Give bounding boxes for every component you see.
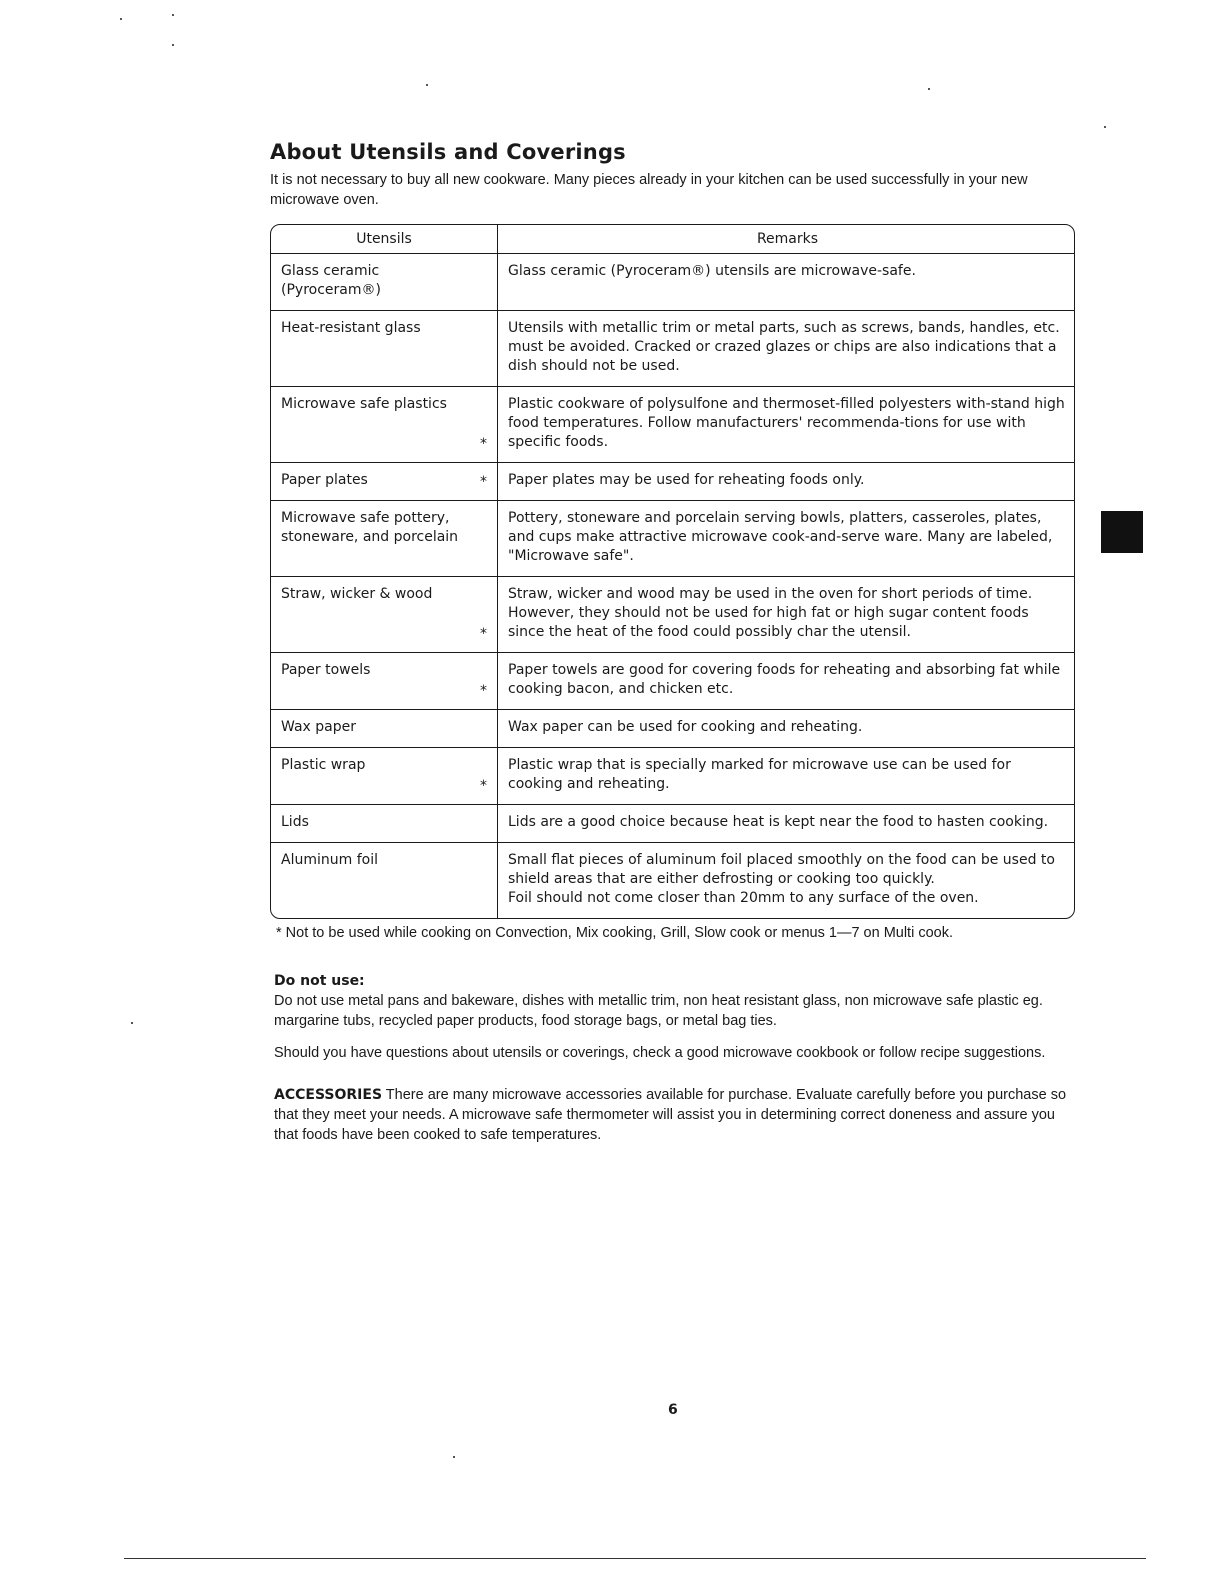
asterisk-marker: *	[480, 436, 487, 452]
utensil-name: Plastic wrap	[281, 757, 366, 773]
remark-cell	[498, 748, 1076, 805]
remark-text: Straw, wicker and wood may be used in the oven for short periods of time. However, they should not be used for high fat or high sugar content foods since the heat of the food could possibly char the utensil.	[508, 586, 1033, 640]
table-row	[271, 805, 1075, 843]
remark-cell	[498, 843, 1076, 919]
header-remarks: Remarks	[498, 225, 1076, 254]
scan-speck	[120, 18, 122, 20]
remark-text: Plastic cookware of polysulfone and thermoset-filled polyesters with-stand high food temperatures. Follow manufacturers' recommenda-tions for use with specific foods.	[508, 396, 1065, 450]
scan-speck	[426, 84, 428, 86]
utensil-name: Paper plates	[281, 472, 368, 488]
table-row	[271, 311, 1075, 387]
utensil-name: Lids	[281, 814, 309, 830]
scan-speck	[131, 1022, 133, 1024]
remark-text: Utensils with metallic trim or metal parts, such as screws, bands, handles, etc. must be avoided. Cracked or crazed glazes or chips are also indications that a dish should not be used.	[508, 320, 1060, 374]
accessories-text: There are many microwave accessories available for purchase. Evaluate carefully before you purchase so that they meet your needs. A microwave safe thermometer will assist you in determining correct doneness and assure you that foods have been cooked to safe temperatures.	[274, 1087, 1067, 1143]
header-utensils: Utensils	[271, 225, 498, 254]
table-row	[271, 501, 1075, 577]
scan-speck	[928, 88, 930, 90]
remark-cell	[498, 254, 1076, 311]
utensil-name: Straw, wicker & wood	[281, 586, 433, 602]
utensil-cell	[271, 710, 498, 748]
utensil-name: Wax paper	[281, 719, 356, 735]
table-row	[271, 653, 1075, 710]
remark-cell	[498, 463, 1076, 501]
manual-page	[270, 140, 1076, 1145]
bottom-rule	[124, 1558, 1146, 1559]
table-row	[271, 463, 1075, 501]
do-not-use-text: Do not use metal pans and bakeware, dishes with metallic trim, non heat resistant glass, non microwave safe plastic eg. margarine tubs, recycled paper products, food storage bags, or metal bag ties.	[274, 993, 1043, 1029]
utensil-name: Microwave safe pottery, stoneware, and porcelain	[281, 510, 459, 545]
remark-cell	[498, 501, 1076, 577]
table-row	[271, 577, 1075, 653]
utensil-cell	[271, 311, 498, 387]
remark-text: Pottery, stoneware and porcelain serving bowls, platters, casseroles, plates, and cups make attractive microwave cook-and-serve ware. Many are labeled, "Microwave safe".	[508, 510, 1053, 564]
utensil-cell	[271, 387, 498, 463]
table-body	[271, 254, 1075, 919]
accessories-paragraph	[274, 1085, 1076, 1145]
table-header-row	[271, 225, 1075, 254]
remark-cell	[498, 311, 1076, 387]
remark-cell	[498, 387, 1076, 463]
remark-cell	[498, 653, 1076, 710]
remark-cell	[498, 710, 1076, 748]
utensil-cell	[271, 843, 498, 919]
utensil-cell	[271, 653, 498, 710]
questions-text: Should you have questions about utensils or coverings, check a good microwave cookbook or follow recipe suggestions.	[274, 1045, 1046, 1061]
remark-cell	[498, 577, 1076, 653]
table-row	[271, 843, 1075, 919]
asterisk-marker: *	[480, 683, 487, 699]
scan-speck	[172, 14, 174, 16]
utensil-cell	[271, 748, 498, 805]
utensil-cell	[271, 501, 498, 577]
scan-speck	[172, 44, 174, 46]
utensils-table	[271, 225, 1075, 918]
remark-text: Wax paper can be used for cooking and reheating.	[508, 719, 863, 735]
intro-paragraph: It is not necessary to buy all new cookware. Many pieces already in your kitchen can be used successfully in your new microwave oven.	[270, 172, 1028, 208]
asterisk-marker: *	[480, 778, 487, 794]
utensil-cell	[271, 577, 498, 653]
utensil-name: Glass ceramic (Pyroceram®)	[281, 263, 381, 298]
remark-text: Plastic wrap that is specially marked for microwave use can be used for cooking and reheating.	[508, 757, 1011, 792]
scan-speck	[453, 1456, 455, 1458]
utensil-cell	[271, 463, 498, 501]
table-footnote: * Not to be used while cooking on Convection, Mix cooking, Grill, Slow cook or menus 1—7 on Multi cook.	[276, 925, 953, 941]
table-row	[271, 710, 1075, 748]
utensils-table-frame	[270, 224, 1075, 919]
table-row	[271, 748, 1075, 805]
page-title: About Utensils and Coverings	[270, 140, 626, 164]
asterisk-marker: *	[480, 626, 487, 642]
utensil-name: Microwave safe plastics	[281, 396, 447, 412]
accessories-label: ACCESSORIES	[274, 1087, 383, 1103]
remark-text: Glass ceramic (Pyroceram®) utensils are microwave-safe.	[508, 263, 916, 279]
remark-text: Paper towels are good for covering foods for reheating and absorbing fat while cooking bacon, and chicken etc.	[508, 662, 1061, 697]
utensil-name: Aluminum foil	[281, 852, 378, 868]
remark-text: Small flat pieces of aluminum foil placed smoothly on the food can be used to shield areas that are either defrosting or cooking too quickly. Foil should not come closer than 20mm to any surface of the oven.	[508, 852, 1055, 906]
remark-text: Lids are a good choice because heat is kept near the food to hasten cooking.	[508, 814, 1049, 830]
utensil-name: Paper towels	[281, 662, 371, 678]
utensil-name: Heat-resistant glass	[281, 320, 421, 336]
remark-cell	[498, 805, 1076, 843]
utensil-cell	[271, 254, 498, 311]
utensil-cell	[271, 805, 498, 843]
table-row	[271, 254, 1075, 311]
do-not-use-heading: Do not use:	[274, 973, 365, 989]
remark-text: Paper plates may be used for reheating foods only.	[508, 472, 865, 488]
table-row	[271, 387, 1075, 463]
asterisk-marker: *	[480, 474, 487, 490]
section-tab-marker	[1101, 511, 1143, 553]
page-number: 6	[668, 1402, 678, 1418]
scan-speck	[1104, 126, 1106, 128]
